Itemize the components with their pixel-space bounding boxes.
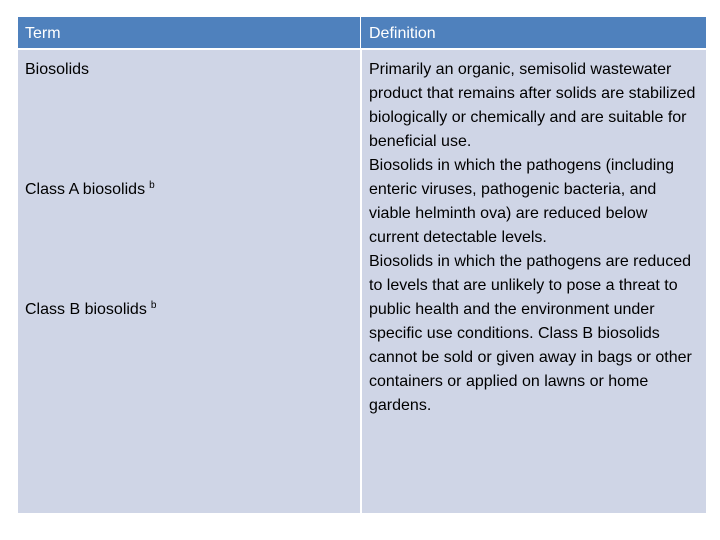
footnote-marker: b — [150, 299, 157, 311]
definitions-table — [18, 17, 706, 513]
term-text: Class A biosolids — [25, 181, 146, 198]
column-divider — [360, 50, 362, 513]
term-text: Class B biosolids — [25, 301, 147, 318]
footnote-marker: b — [149, 179, 155, 191]
term-class-b-biosolids — [25, 298, 156, 322]
term-column — [18, 50, 360, 513]
definition-biosolids: Primarily an organic, semisolid wastewater product that remains after solids are stabilized biologically or chemically and are suitable for beneficial use. — [369, 61, 696, 150]
definition-column — [369, 58, 701, 418]
term-text: Biosolids — [25, 61, 90, 78]
definition-class-a-biosolids: Biosolids in which the pathogens (including enteric viruses, pathogenic bacteria, and viable helminth ova) are reduced below current detectable levels. — [369, 157, 675, 246]
header-divider — [360, 17, 361, 50]
term-biosolids — [25, 58, 89, 82]
term-class-a-biosolids — [25, 178, 155, 202]
header-definition: Definition — [369, 25, 436, 42]
table-header — [18, 17, 706, 50]
definition-class-b-biosolids: Biosolids in which the pathogens are reduced to levels that are unlikely to pose a threat to public health and the environment under specific use conditions. Class B biosolids cannot be sold or given away in bags or other containers or applied on lawns or home gardens. — [369, 253, 692, 414]
table-body — [18, 50, 706, 513]
header-term: Term — [25, 25, 61, 42]
